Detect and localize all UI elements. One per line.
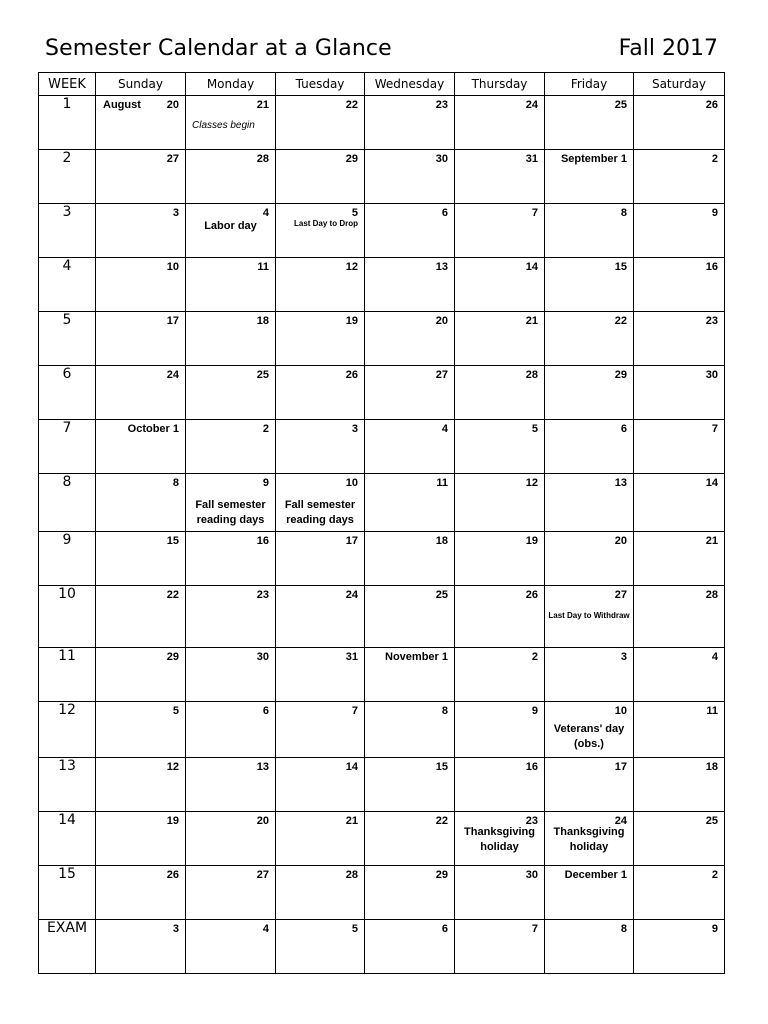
date-number: 6: [441, 923, 448, 935]
date-number: 3: [172, 207, 179, 219]
event-note: Labor day: [204, 220, 257, 232]
column-header-saturday: Saturday: [634, 73, 725, 96]
day-cell: [365, 150, 455, 204]
week-number: 12: [39, 702, 96, 758]
date-number: 29: [166, 651, 179, 663]
week-row: [39, 258, 725, 312]
week-row: [39, 702, 725, 758]
week-row: [39, 866, 725, 920]
day-cell: [276, 96, 365, 150]
day-cell: [276, 812, 365, 866]
date-number: 12: [345, 261, 358, 273]
date-number: 10: [345, 477, 358, 489]
date-number: 5: [351, 207, 358, 219]
day-cell: [186, 532, 276, 586]
date-number: 20: [256, 815, 269, 827]
day-cell: [455, 204, 545, 258]
day-cell: [545, 866, 634, 920]
day-cell: [96, 758, 186, 812]
date-number: 17: [614, 761, 627, 773]
day-cell: [455, 420, 545, 474]
date-number: 17: [166, 315, 179, 327]
date-number: 19: [525, 535, 538, 547]
week-row: [39, 758, 725, 812]
day-cell: [634, 420, 725, 474]
date-number: 30: [435, 153, 448, 165]
day-cell: [634, 812, 725, 866]
date-number: 20: [435, 315, 448, 327]
date-number: 20: [166, 99, 179, 111]
date-number: 22: [614, 315, 627, 327]
event-note: Last Day to Drop: [293, 219, 358, 228]
date-number: 27: [256, 869, 269, 881]
day-cell: [186, 204, 276, 258]
day-cell: [634, 366, 725, 420]
date-number: 2: [711, 869, 718, 881]
page-title: Semester Calendar at a Glance: [45, 36, 392, 61]
day-cell: [634, 150, 725, 204]
day-cell: [365, 474, 455, 532]
day-cell: [186, 150, 276, 204]
header-row: [39, 73, 725, 96]
date-number: 26: [525, 589, 538, 601]
date-number: 23: [525, 815, 538, 827]
day-cell: [455, 258, 545, 312]
week-row: [39, 204, 725, 258]
date-number: 8: [620, 923, 627, 935]
event-note: Fall semester reading days: [195, 499, 266, 526]
date-number: 2: [531, 651, 538, 663]
date-number: 28: [345, 869, 358, 881]
day-cell: [455, 758, 545, 812]
day-cell: [455, 366, 545, 420]
week-row: [39, 586, 725, 648]
date-number: 23: [256, 589, 269, 601]
date-number: 8: [620, 207, 627, 219]
date-number: 15: [614, 261, 627, 273]
column-header-week: WEEK: [39, 73, 96, 96]
day-cell: [365, 532, 455, 586]
week-number: 11: [39, 648, 96, 702]
date-number: 20: [614, 535, 627, 547]
week-row: [39, 150, 725, 204]
date-number: 4: [262, 207, 269, 219]
column-header-tuesday: Tuesday: [276, 73, 365, 96]
day-cell: [96, 258, 186, 312]
term-label: Fall 2017: [618, 36, 718, 61]
week-number: 6: [39, 366, 96, 420]
date-number: 16: [525, 761, 538, 773]
date-number: 6: [620, 423, 627, 435]
date-number: 6: [262, 705, 269, 717]
day-cell: [186, 648, 276, 702]
event-note: Thanksgiving holiday: [553, 826, 625, 853]
day-cell: [634, 474, 725, 532]
date-number: 25: [614, 99, 627, 111]
date-number: 15: [435, 761, 448, 773]
day-cell: [455, 866, 545, 920]
date-number: 21: [256, 99, 269, 111]
day-cell: [545, 648, 634, 702]
day-cell: [634, 96, 725, 150]
date-number: 2: [262, 423, 269, 435]
date-number: 14: [525, 261, 538, 273]
date-number: 31: [525, 153, 538, 165]
date-number: 21: [705, 535, 718, 547]
date-number: 28: [256, 153, 269, 165]
date-number: 22: [345, 99, 358, 111]
day-cell: [96, 648, 186, 702]
day-cell: [276, 758, 365, 812]
day-cell: [365, 420, 455, 474]
date-number: November 1: [385, 651, 448, 663]
week-number: 7: [39, 420, 96, 474]
date-number: 4: [262, 923, 269, 935]
date-number: 3: [351, 423, 358, 435]
date-number: 29: [345, 153, 358, 165]
day-cell: [545, 96, 634, 150]
day-cell: [365, 586, 455, 648]
date-number: 22: [435, 815, 448, 827]
week-number: 15: [39, 866, 96, 920]
date-number: 5: [172, 705, 179, 717]
day-cell: [545, 312, 634, 366]
date-number: 27: [435, 369, 448, 381]
day-cell: [96, 812, 186, 866]
column-header-friday: Friday: [545, 73, 634, 96]
day-cell: [365, 702, 455, 758]
date-number: 29: [435, 869, 448, 881]
date-number: 30: [705, 369, 718, 381]
date-number: 16: [256, 535, 269, 547]
date-number: 26: [705, 99, 718, 111]
date-number: 14: [705, 477, 718, 489]
date-number: 8: [441, 705, 448, 717]
date-number: 18: [256, 315, 269, 327]
date-number: 25: [256, 369, 269, 381]
week-row: [39, 648, 725, 702]
date-number: 12: [525, 477, 538, 489]
day-cell: [365, 866, 455, 920]
date-number: 17: [345, 535, 358, 547]
date-number: 23: [435, 99, 448, 111]
date-number: December 1: [564, 869, 627, 881]
day-cell: [186, 474, 276, 532]
day-cell: [545, 920, 634, 974]
day-cell: [545, 812, 634, 866]
day-cell: [276, 702, 365, 758]
week-row: [39, 420, 725, 474]
date-number: 24: [345, 589, 358, 601]
date-number: 2: [711, 153, 718, 165]
day-cell: [186, 586, 276, 648]
date-number: 11: [706, 705, 718, 717]
column-header-monday: Monday: [186, 73, 276, 96]
day-cell: [186, 758, 276, 812]
day-cell: [455, 812, 545, 866]
date-number: 7: [711, 423, 718, 435]
day-cell: [186, 920, 276, 974]
week-number: 9: [39, 532, 96, 586]
event-note: Classes begin: [192, 120, 255, 131]
day-cell: [365, 812, 455, 866]
day-cell: [276, 532, 365, 586]
day-cell: [455, 96, 545, 150]
day-cell: [545, 758, 634, 812]
week-number: 1: [39, 96, 96, 150]
date-number: 18: [705, 761, 718, 773]
date-number: 25: [705, 815, 718, 827]
date-number: September 1: [560, 153, 627, 165]
day-cell: [545, 420, 634, 474]
date-number: 21: [525, 315, 538, 327]
date-number: 9: [262, 477, 269, 489]
day-cell: [276, 420, 365, 474]
day-cell: [634, 258, 725, 312]
date-number: 24: [614, 815, 627, 827]
date-number: 26: [166, 869, 179, 881]
day-cell: [186, 702, 276, 758]
day-cell: [186, 866, 276, 920]
day-cell: [186, 420, 276, 474]
date-number: 3: [620, 651, 627, 663]
date-number: 3: [172, 923, 179, 935]
day-cell: [455, 648, 545, 702]
day-cell: [186, 258, 276, 312]
day-cell: [545, 702, 634, 758]
event-note: Veterans' day (obs.): [553, 723, 625, 750]
day-cell: [96, 866, 186, 920]
day-cell: [96, 420, 186, 474]
week-number: 14: [39, 812, 96, 866]
day-cell: [455, 532, 545, 586]
week-row: [39, 812, 725, 866]
day-cell: [634, 648, 725, 702]
column-header-sunday: Sunday: [96, 73, 186, 96]
date-number: 13: [435, 261, 448, 273]
date-number: 9: [711, 923, 718, 935]
day-cell: [365, 366, 455, 420]
week-number: 2: [39, 150, 96, 204]
day-cell: [634, 866, 725, 920]
week-row: [39, 312, 725, 366]
date-number: 26: [345, 369, 358, 381]
day-cell: [96, 586, 186, 648]
day-cell: [186, 96, 276, 150]
date-number: 14: [345, 761, 358, 773]
date-number: 7: [351, 705, 358, 717]
date-number: 5: [351, 923, 358, 935]
date-number: 19: [166, 815, 179, 827]
week-number: EXAM: [39, 920, 96, 974]
day-cell: [455, 312, 545, 366]
day-cell: [276, 474, 365, 532]
day-cell: [276, 586, 365, 648]
date-number: 15: [166, 535, 179, 547]
date-number: 31: [345, 651, 358, 663]
date-number: 10: [166, 261, 179, 273]
day-cell: [96, 150, 186, 204]
day-cell: [545, 586, 634, 648]
date-number: October 1: [127, 423, 179, 435]
date-number: 23: [705, 315, 718, 327]
day-cell: [545, 150, 634, 204]
week-row: [39, 920, 725, 974]
day-cell: [96, 204, 186, 258]
day-cell: [634, 586, 725, 648]
date-number: 25: [435, 589, 448, 601]
day-cell: [634, 312, 725, 366]
date-number: 4: [711, 651, 718, 663]
date-number: 8: [172, 477, 179, 489]
date-number: 22: [166, 589, 179, 601]
month-label: August: [103, 99, 141, 111]
day-cell: [365, 920, 455, 974]
day-cell: [365, 258, 455, 312]
date-number: 16: [705, 261, 718, 273]
day-cell: [96, 920, 186, 974]
date-number: 28: [525, 369, 538, 381]
calendar-table: [38, 72, 725, 974]
day-cell: [545, 258, 634, 312]
date-number: 13: [614, 477, 627, 489]
week-number: 3: [39, 204, 96, 258]
day-cell: [276, 920, 365, 974]
day-cell: [186, 812, 276, 866]
date-number: 18: [435, 535, 448, 547]
day-cell: [276, 312, 365, 366]
week-number: 4: [39, 258, 96, 312]
day-cell: [276, 150, 365, 204]
event-note: Fall semester reading days: [284, 499, 356, 526]
date-number: 12: [166, 761, 179, 773]
day-cell: [455, 586, 545, 648]
day-cell: [634, 758, 725, 812]
date-number: 24: [166, 369, 179, 381]
day-cell: [634, 204, 725, 258]
day-cell: [455, 920, 545, 974]
week-row: [39, 474, 725, 532]
date-number: 19: [345, 315, 358, 327]
column-header-thursday: Thursday: [455, 73, 545, 96]
date-number: 6: [441, 207, 448, 219]
date-number: 29: [614, 369, 627, 381]
day-cell: [96, 96, 186, 150]
date-number: 27: [166, 153, 179, 165]
event-note: Thanksgiving holiday: [464, 826, 535, 853]
week-row: [39, 96, 725, 150]
date-number: 7: [531, 207, 538, 219]
calendar-body: [39, 96, 725, 974]
day-cell: [186, 366, 276, 420]
date-number: 30: [256, 651, 269, 663]
day-cell: [455, 474, 545, 532]
week-number: 13: [39, 758, 96, 812]
day-cell: [365, 312, 455, 366]
date-number: 7: [531, 923, 538, 935]
event-note: Last Day to Withdraw: [548, 611, 630, 620]
date-number: 13: [256, 761, 269, 773]
day-cell: [545, 204, 634, 258]
day-cell: [545, 366, 634, 420]
day-cell: [276, 204, 365, 258]
date-number: 11: [257, 261, 269, 273]
day-cell: [365, 648, 455, 702]
week-number: 8: [39, 474, 96, 532]
day-cell: [96, 532, 186, 586]
day-cell: [455, 150, 545, 204]
week-number: 10: [39, 586, 96, 648]
date-number: 9: [711, 207, 718, 219]
day-cell: [96, 366, 186, 420]
day-cell: [545, 474, 634, 532]
date-number: 21: [345, 815, 358, 827]
day-cell: [365, 204, 455, 258]
day-cell: [634, 532, 725, 586]
week-row: [39, 532, 725, 586]
day-cell: [96, 474, 186, 532]
day-cell: [634, 702, 725, 758]
date-number: 30: [525, 869, 538, 881]
day-cell: [276, 648, 365, 702]
day-cell: [365, 96, 455, 150]
date-number: 24: [525, 99, 538, 111]
date-number: 5: [531, 423, 538, 435]
date-number: 28: [705, 589, 718, 601]
day-cell: [276, 258, 365, 312]
date-number: 4: [441, 423, 448, 435]
day-cell: [96, 312, 186, 366]
day-cell: [634, 920, 725, 974]
column-header-wednesday: Wednesday: [365, 73, 455, 96]
date-number: 11: [436, 477, 448, 489]
week-row: [39, 366, 725, 420]
date-number: 9: [531, 705, 538, 717]
day-cell: [276, 366, 365, 420]
date-number: 27: [614, 589, 627, 601]
day-cell: [365, 758, 455, 812]
day-cell: [96, 702, 186, 758]
day-cell: [545, 532, 634, 586]
date-number: 10: [614, 705, 627, 717]
week-number: 5: [39, 312, 96, 366]
day-cell: [276, 866, 365, 920]
day-cell: [455, 702, 545, 758]
day-cell: [186, 312, 276, 366]
